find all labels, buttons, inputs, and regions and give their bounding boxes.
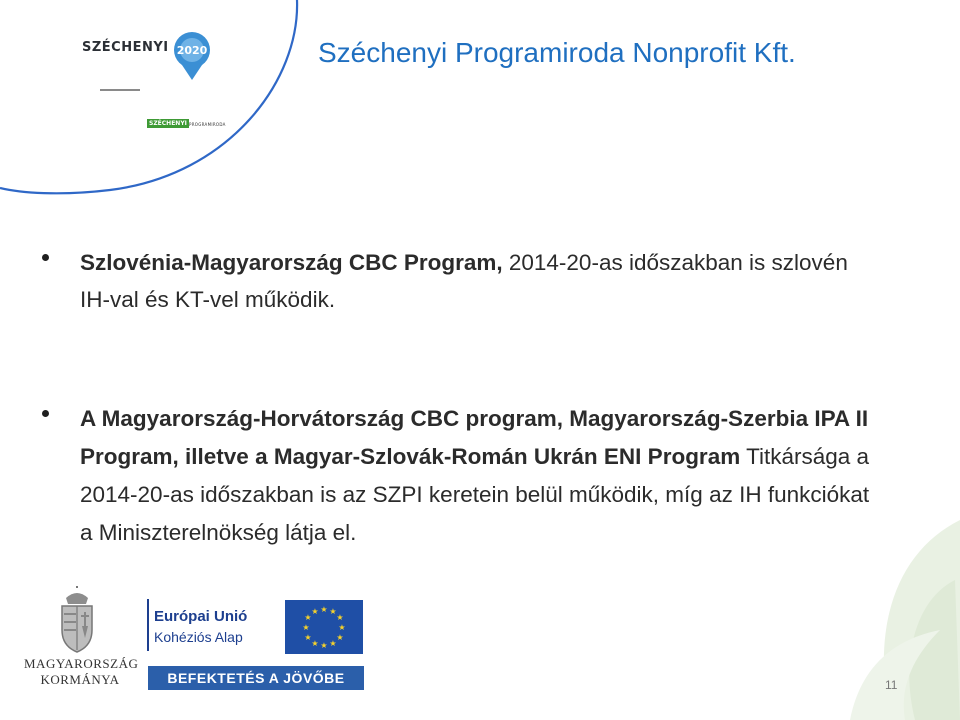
- eu-line-2: Kohéziós Alap: [154, 629, 243, 645]
- svg-text:★: ★: [320, 641, 328, 650]
- svg-text:★: ★: [311, 639, 319, 648]
- szechenyi-programiroda-logo: [147, 119, 226, 133]
- government-line-2: KORMÁNYA: [40, 672, 120, 687]
- eu-flag-icon: [285, 600, 363, 654]
- background-leaf-decoration: [700, 460, 960, 720]
- government-line-1: MAGYARORSZÁG: [24, 656, 139, 671]
- bullet-dot: [42, 254, 49, 261]
- svg-text:★: ★: [320, 605, 328, 614]
- bullet-text: 2014-20-as időszakban is szlovén IH-val és KT-vel működik.: [80, 250, 848, 312]
- svg-text:★: ★: [329, 639, 337, 648]
- eu-line-1: Európai Unió: [154, 608, 248, 625]
- svg-text:★: ★: [304, 613, 312, 622]
- hungarian-coat-of-arms-icon: [52, 586, 102, 654]
- invest-banner: BEFEKTETÉS A JÖVŐBE: [148, 666, 364, 690]
- bullet-bold-text: Szlovénia-Magyarország CBC Program,: [80, 250, 503, 275]
- government-label: [24, 656, 139, 688]
- logo-word: SZÉCHENYI: [82, 40, 169, 55]
- eu-label: [154, 608, 247, 646]
- szechenyi-logo: [82, 30, 212, 90]
- bullet-text: Titkársága a 2014-20-as időszakban is az SZPI keretein belül működik, míg az IH funkciókat a Miniszterelnökség látja el.: [80, 444, 870, 545]
- svg-text:★: ★: [336, 633, 344, 642]
- svg-text:★: ★: [336, 613, 344, 622]
- szechenyi-logo-icon: [170, 30, 214, 82]
- svg-text:★: ★: [302, 623, 310, 632]
- bullet-dot: [42, 410, 49, 417]
- page-title: Széchenyi Programiroda Nonprofit Kft.: [318, 37, 796, 68]
- svg-text:★: ★: [311, 607, 319, 616]
- bullet-bold-text: A Magyarország-Horvátország CBC program, Magyarország-Szerbia IPA II Program, illetve a Magyar-Szlovák-Román Ukrán ENI Program: [80, 406, 869, 469]
- small-logo-sub: PROGRAMIRODA: [189, 122, 226, 127]
- small-logo-badge: SZÉCHENYI: [147, 119, 189, 128]
- logo-badge: 2020: [176, 44, 208, 57]
- bullet-item: [40, 244, 880, 318]
- svg-text:★: ★: [338, 623, 346, 632]
- svg-text:★: ★: [304, 633, 312, 642]
- eu-divider: [147, 599, 149, 651]
- svg-text:★: ★: [329, 607, 337, 616]
- logo-divider: [100, 89, 140, 91]
- page-number: 11: [885, 678, 898, 692]
